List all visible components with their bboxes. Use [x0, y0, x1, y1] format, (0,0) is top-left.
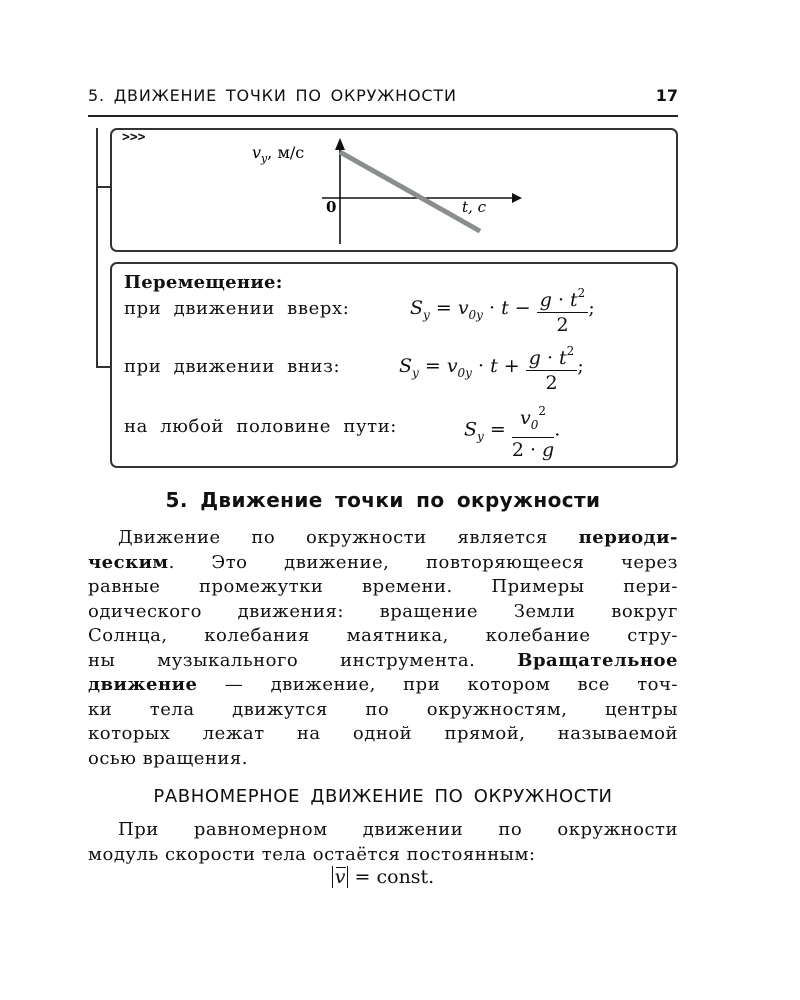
text-line: Солнца, колебания маятника, колебание стру-	[88, 625, 678, 646]
paragraph-uniform-motion	[88, 818, 678, 867]
continuation-mark: >>>	[122, 130, 146, 145]
t-axis-label: t, с	[462, 198, 486, 216]
bracket-tick-top	[96, 186, 111, 188]
formula-up: $S_y = v_{0y} \cdot t$ − $\frac{g \cdot t^2}{2}$ ;	[410, 282, 595, 336]
t-axis-arrow	[512, 193, 522, 203]
paragraph-periodic-motion	[88, 526, 678, 771]
graph-box	[110, 128, 678, 252]
text-line: ки тела движутся по окружностям, центры	[88, 698, 678, 720]
formulas-heading: Перемещение:	[124, 272, 283, 293]
formula-half: $S_y$ = $\frac{v_0^2}{2 \cdot g}$ .	[464, 400, 560, 461]
header-rule	[88, 115, 678, 117]
vy-axis-label: $v_y$, м/с	[252, 143, 305, 165]
vy-axis-arrow	[335, 138, 345, 150]
text-line: ческим. Это движение, повторяющееся через	[88, 551, 678, 573]
text-line: При равномерном движении по окружности	[118, 819, 678, 840]
side-bracket	[96, 128, 111, 368]
section-title: 5. Движение точки по окружности	[165, 488, 601, 512]
velocity-line	[340, 152, 480, 231]
text-line: модуль скорости тела остаётся постоянным:	[88, 843, 536, 865]
page-number: 17	[655, 86, 678, 105]
formulas-box	[110, 262, 678, 468]
header-title: 5. ДВИЖЕНИЕ ТОЧКИ ПО ОКРУЖНОСТИ	[88, 86, 457, 105]
subheading-uniform-circular: РАВНОМЕРНОЕ ДВИЖЕНИЕ ПО ОКРУЖНОСТИ	[153, 786, 613, 807]
origin-label: 0	[326, 198, 337, 216]
bracket-tick-bottom	[96, 366, 111, 368]
abs-value: v	[332, 866, 349, 888]
formula-down: $S_y = v_{0y} \cdot t$ + $\frac{g \cdot t^2}{2}$ ;	[399, 340, 584, 394]
formula-half-label: на любой половине пути:	[124, 416, 397, 437]
velocity-graph	[112, 130, 676, 250]
formula-speed-constant: v = const.	[88, 866, 678, 888]
text-line: осью вращения.	[88, 747, 248, 769]
text-line: равные промежутки времени. Примеры пери-	[88, 576, 678, 597]
formula-up-label: при движении вверх:	[124, 298, 350, 319]
text-line: которых лежат на одной прямой, называемой	[88, 723, 678, 744]
text-line: одического движения: вращение Земли вокруг	[88, 600, 678, 622]
formula-down-label: при движении вниз:	[124, 356, 341, 377]
running-header	[88, 86, 678, 110]
text-line: ны музыкального инструмента. Вращательное	[88, 649, 678, 671]
text-line: движение — движение, при котором все точ-	[88, 674, 678, 695]
text-line: Движение по окружности является периоди-	[118, 527, 678, 548]
